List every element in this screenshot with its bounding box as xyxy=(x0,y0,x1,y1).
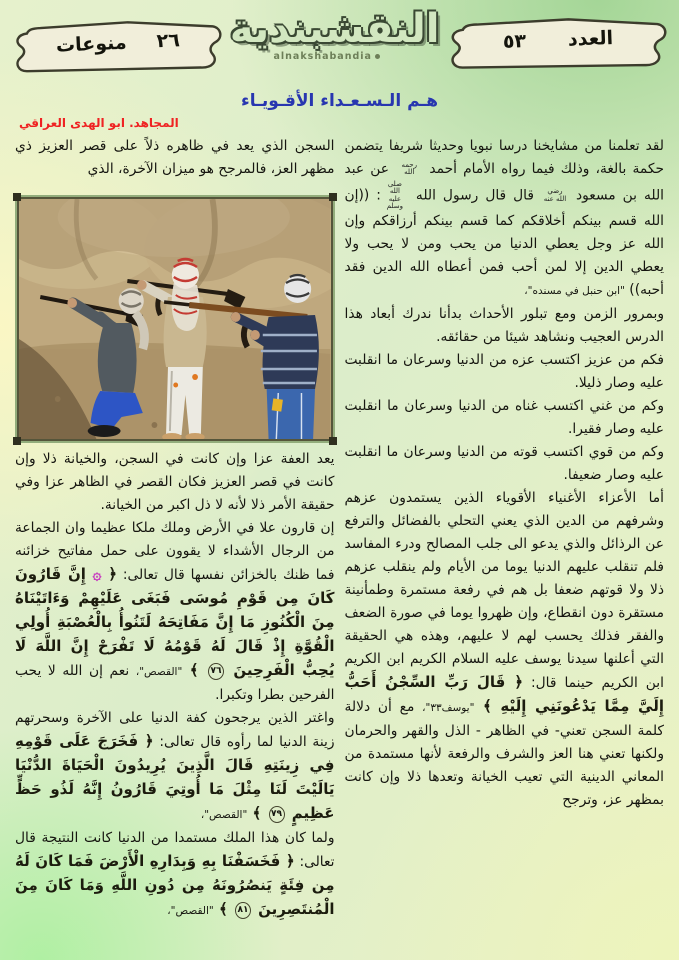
text-run-q: ﴿ xyxy=(101,565,117,583)
text-run-q: ﴾ xyxy=(182,661,206,679)
text-run-n: مع أن دلالة كلمة السجن تعني- في الظاهر - الذل والقهر والحرمان ولكنها تعني هنا العز والشرف والرفعة لأنها مستمدة من المعاني الدينية التي تعيب الخيانة وتعدها ذلا وإن كانت بمظهر عز، وترجح xyxy=(344,699,664,809)
paragraph xyxy=(345,349,665,395)
armed-men-photo xyxy=(19,199,331,439)
text-run-n: إن قارون علا في الأرض وملك ملكا عظيما وان الجماعة من الرجال الأشداء لا يقوون على حمل مفاتيح خزائنه فما ظنك بالخزائن نفسها قال تعالى: xyxy=(15,520,335,583)
paragraph xyxy=(15,827,335,923)
text-run-r: "يوسف٣٣"، xyxy=(422,702,475,715)
paragraph xyxy=(345,441,665,487)
text-run-n: يعد العفة عزا وإن كانت في السجن، والخيانة ذلا وإن كانت في قصر العزيز فكان القصر في الظاهر عزا وفي حقيقة الأمر ذلا لأنه لا ذل اكبر من الخيانة. xyxy=(15,451,335,513)
text-run-q: ﴿ قَالَ رَبِّ السِّجْنُ أَحَبُّ إِلَيَّ مِمَّا يَدْعُونَنِي إِلَيْهِ ﴾ xyxy=(344,673,665,716)
issue-ribbon xyxy=(446,9,670,75)
issue-number: ٥٣ xyxy=(502,30,527,53)
paragraph xyxy=(15,707,335,827)
photo-frame-corner xyxy=(329,193,337,201)
text-run-q: ﴿ فَخَسَفْنَا بِهِ وَبِدَارِهِ الْأَرْضَ فَمَا كَانَ لَهُ مِن فِئَةٍ يَنصُرُونَهُ مِن دُونِ اللَّهِ وَمَا كَانَ مِنَ الْمُنتَصِرِينَ xyxy=(15,852,335,918)
text-run-q: إِنَّ قَارُونَ كَانَ مِن قَوْمِ مُوسَى فَبَغَى عَلَيْهِمْ وَءَاتَيْنَاهُ مِنَ الْكُنُوزِ مَا إِنَّ مَفَاتِحَهُ لَتَنُوأُ بِالْعُصْبَةِ أُولِي الْقُوَّةِ إِذْ قَالَ لَهُ قَوْمُهُ لَا تَفْرَحْ إِنَّ اللَّهَ لَا يُحِبُّ الْفَرِحِينَ xyxy=(15,565,335,679)
paragraph xyxy=(15,448,335,517)
photo-frame-corner xyxy=(13,193,21,201)
text-run-n: فكم من عزيز اكتسب عزه من الدنيا وسرعان ما انقلبت عليه وصار ذليلا. xyxy=(344,352,664,392)
text-run-n: أما الأعزاء الأغنياء الأقوياء الذين يستمدون عزهم وشرفهم من الدين الذي يعني التحلي بالفضائل والترفع عن الرذائل والذي يدعو الى جلب المصالح ودرء المفاسد فلم تنقلب عليهم الدنيا يوما من الأيام ولم ينقلب عزهم ذلا ولا قوتهم ضعفا بل هم في رفعة مستمرة وطمأنينة مستقرة دون انقطاع، وإن ظهروا يوما في صورة الضعف والفقر فذلك يحسب لهم لا عليهم، وهذه هي الحقيقة التي أعلنها سيدنا يوسف عليه السلام الكريم ابن الكريم ابن الكريم حينما قال: xyxy=(344,490,664,692)
text-run-q: ﴾ xyxy=(247,804,267,822)
text-run-n: قال قال رسول الله xyxy=(408,187,541,204)
section-ribbon xyxy=(11,11,225,78)
photo-frame-corner xyxy=(329,437,337,445)
page-number: ٢٦ xyxy=(156,29,181,53)
issue-label: العدد xyxy=(567,27,614,51)
text-run-a: ٨١ xyxy=(235,902,251,919)
paragraph xyxy=(15,135,335,181)
text-run-a: ٧٦ xyxy=(208,663,224,680)
text-run-h: رضي الله عنه xyxy=(543,187,567,203)
text-run-n: وبمرور الزمن ومع تبلور الأحداث بدأنا ندرك أبعاد هذا الدرس العجيب ونشاهد شيئا من حقائقه. xyxy=(344,306,664,346)
text-run-r: "القصص"، xyxy=(167,905,214,917)
text-run-q: ﴾ xyxy=(213,900,233,918)
page-header xyxy=(0,0,679,90)
text-run-n: نعم إن الله لا يحب الفرحين بطرا وتكبرا. xyxy=(15,663,335,703)
logo-arabic: النقشبندية xyxy=(229,6,440,52)
text-run-n: : ((إن الله قسم بينكم أخلاقكم كما قسم بينكم أرزاقكم وإن الله عز وجل يعطي الدنيا من يحب ومن لا يحب ولا يعطي الدين إلا لمن أحب فمن أعطاه الله الدين فقد أحبه)) xyxy=(344,187,664,299)
text-run-h: صلى الله عليه وسلم xyxy=(386,180,404,211)
text-run-r: "القصص"، xyxy=(200,809,248,821)
text-run-n: لقد تعلمنا من مشايخنا درسا نبويا وحديثا شريفا يتضمن حكمة بالغة، وذلك فيما رواه الأمام أحمد xyxy=(344,138,664,177)
text-run-z: ۞ xyxy=(92,565,102,583)
text-run-n: السجن الذي يعد في ظاهره ذلاً على قصر العزيز ذي مظهر العز، فالمرجح هو ميزان الآخرة، الذي xyxy=(15,138,335,177)
article-columns xyxy=(0,113,679,959)
paragraph xyxy=(345,487,665,812)
section-name: منوعات xyxy=(55,31,128,57)
text-run-r: "القصص"، xyxy=(135,666,183,678)
magazine-logo xyxy=(229,0,440,62)
paragraph xyxy=(345,135,665,303)
text-run-n: عن عبد الله بن مسعود xyxy=(344,161,665,204)
text-run-n: وكم من غني اكتسب غناه من الدنيا وسرعان ما انقلبت عليه وصار فقيرا. xyxy=(344,398,664,438)
paragraph xyxy=(345,303,665,349)
text-run-n: ولما كان هذا الملك مستمدا من الدنيا كانت النتيجة قال تعالى: xyxy=(15,830,335,870)
column-left xyxy=(15,113,335,959)
text-run-n: واغتر الذين يرجحون كفة الدنيا على الآخرة وسحرتهم زينة الدنيا لما رأوه قال تعالى: xyxy=(15,710,335,750)
logo-latin: alnakshabandia xyxy=(273,51,372,62)
text-run-q: ﴿ فَخَرَجَ عَلَى قَوْمِهِ فِي زِينَتِهِ قَالَ الَّذِينَ يُرِيدُونَ الْحَيَاةَ الدُّنْيَا يَالَيْتَ لَنَا مِثْلَ مَا أُوتِيَ قَارُونُ إِنَّهُ لَذُو حَظٍّ عَظِيمٍ xyxy=(15,732,335,822)
text-run-a: ٧٩ xyxy=(269,806,285,823)
paragraph xyxy=(15,517,335,707)
author-byline: المجاهد. ابو الهدى العراقي xyxy=(19,116,179,130)
text-run-h: رحمه الله xyxy=(401,160,417,176)
paragraph xyxy=(345,395,665,441)
photo-frame-corner xyxy=(13,437,21,445)
text-run-n: وكم من قوي اكتسب قوته من الدنيا وسرعان ما انقلبت عليه وصار ضعيفا. xyxy=(344,444,664,484)
text-run-r: "ابن حنبل في مسنده"، xyxy=(524,285,625,298)
column-right xyxy=(345,113,665,959)
logo-dot xyxy=(375,54,380,59)
inline-photo xyxy=(17,197,333,441)
article-title: هـم الـسـعـداء الأقـويـاء xyxy=(241,91,438,111)
